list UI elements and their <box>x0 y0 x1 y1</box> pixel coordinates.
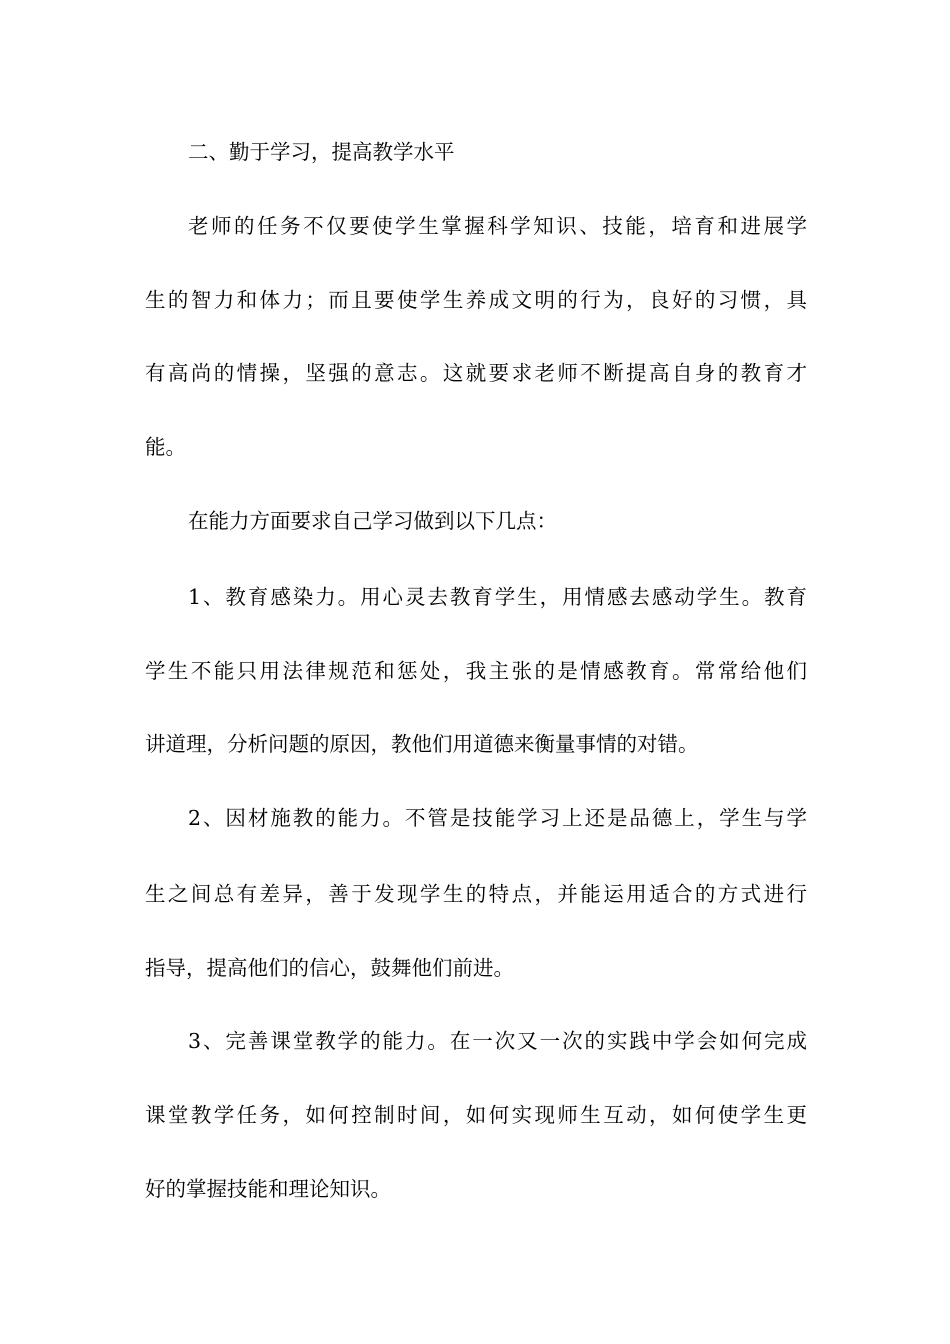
paragraph-3-line-3: 讲道理，分析问题的原因，教他们用道德来衡量事情的对错。 <box>145 732 699 756</box>
paragraph-4-line-1: 2、因材施教的能力。不管是技能学习上还是品德上，学生与学 <box>188 806 807 830</box>
paragraph-3-line-2: 学生不能只用法律规范和惩处，我主张的是情感教育。常常给他们 <box>145 659 807 683</box>
paragraph-3-line-1: 1、教育感染力。用心灵去教育学生，用情感去感动学生。教育 <box>188 585 807 609</box>
paragraph-2-line-1: 在能力方面要求自己学习做到以下几点： <box>188 509 557 533</box>
paragraph-5-line-2: 课堂教学任务，如何控制时间，如何实现师生互动，如何使学生更 <box>145 1103 807 1127</box>
paragraph-5-line-3: 好的掌握技能和理论知识。 <box>145 1177 391 1201</box>
paragraph-4-line-2: 生之间总有差异，善于发现学生的特点，并能运用适合的方式进行 <box>145 882 807 906</box>
paragraph-4-line-3: 指导，提高他们的信心，鼓舞他们前进。 <box>145 956 514 980</box>
paragraph-5-line-1: 3、完善课堂教学的能力。在一次又一次的实践中学会如何完成 <box>188 1029 807 1053</box>
paragraph-1-line-1: 老师的任务不仅要使学生掌握科学知识、技能，培育和进展学 <box>188 214 807 238</box>
paragraph-1-line-3: 有高尚的情操，坚强的意志。这就要求老师不断提高自身的教育才 <box>145 361 807 385</box>
paragraph-1-line-4: 能。 <box>145 435 186 459</box>
paragraph-1-line-2: 生的智力和体力；而且要使学生养成文明的行为，良好的习惯，具 <box>145 288 807 312</box>
section-heading: 二、勤于学习，提高教学水平 <box>188 140 455 164</box>
